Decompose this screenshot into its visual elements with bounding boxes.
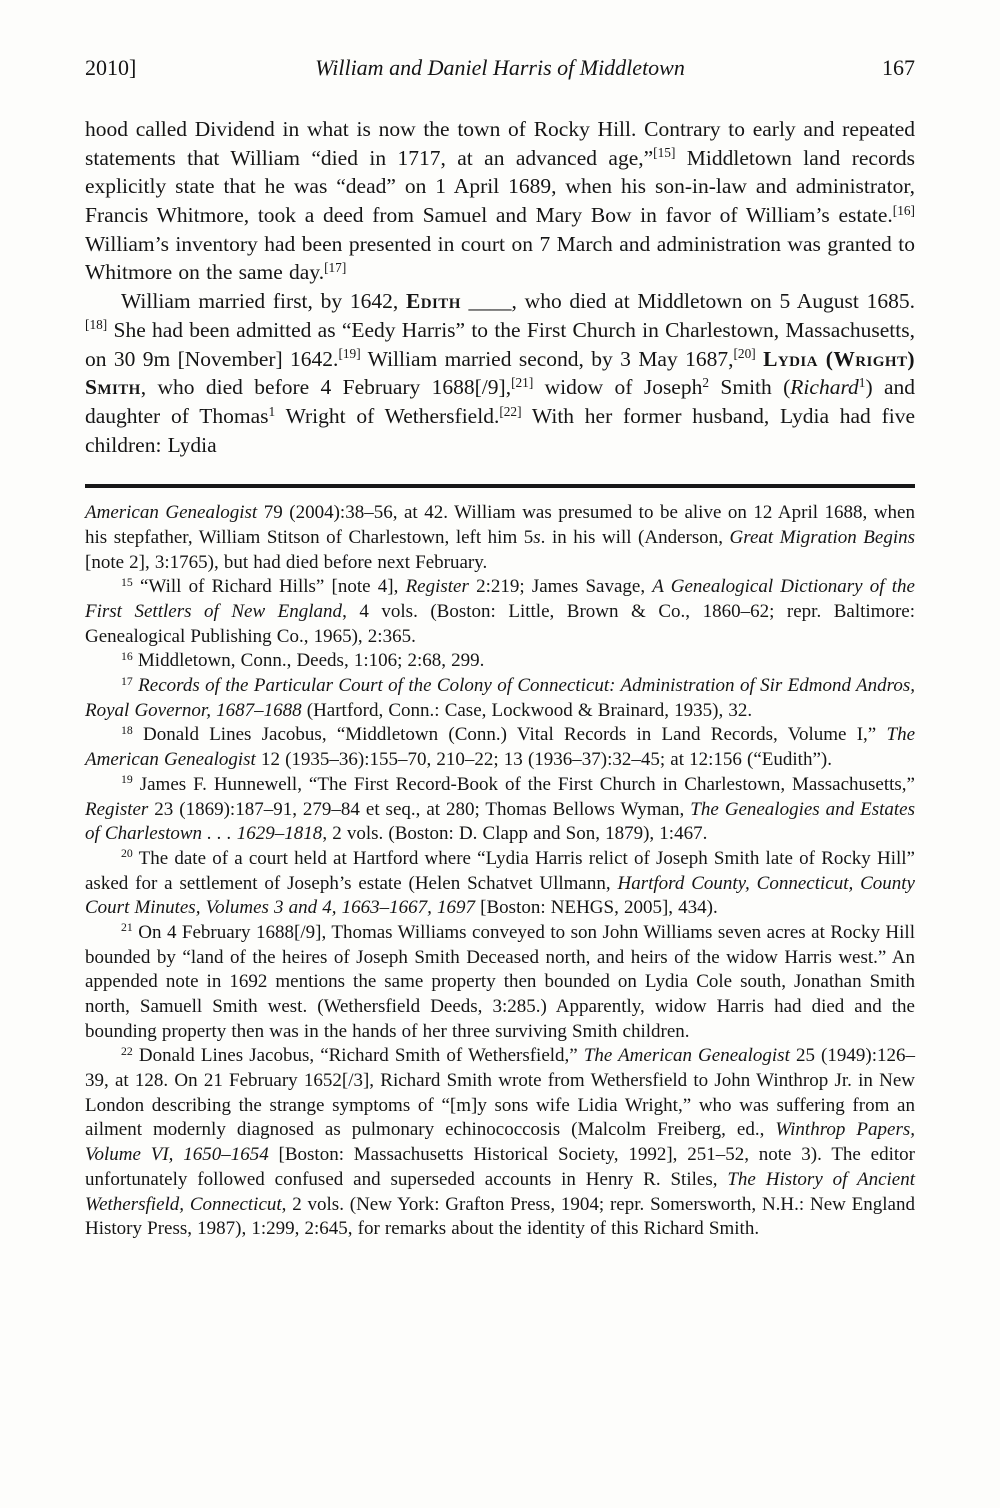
body-paragraph-1: hood called Dividend in what is now the town of Rocky Hill. Contrary to early and repeated statements that William “died in 1717, at an advanced age,”[15] Middletown land records explicitly state that he was “dead” on 1 April 1689, when his son-in-law and administrator, Francis Whitmore, took a deed from Samuel and Mary Bow in favor of William’s estate.[16] William’s inventory had been presented in court on 7 March and administration was granted to Whitmore on the same day.[17] bbox=[85, 117, 915, 285]
footnote-reference: 1 bbox=[858, 374, 866, 390]
footnote-reference: 21 bbox=[121, 921, 133, 935]
body-text bbox=[85, 115, 915, 459]
footnote-reference: [17] bbox=[324, 260, 347, 276]
header-year: 2010] bbox=[85, 55, 137, 80]
page-header bbox=[85, 54, 915, 82]
footnote-separator-rule bbox=[85, 484, 915, 488]
footnote-reference: 16 bbox=[121, 649, 133, 663]
footnote-reference: [16] bbox=[892, 202, 915, 218]
footnote-reference: [18] bbox=[85, 317, 108, 333]
footnote-continuation: American Genealogist 79 (2004):38–56, at 42. William was presumed to be alive on 12 April 1688, when his stepfather, William Stitson of Charlestown, left him 5s. in his will (Anderson, Great Migration Begins [note 2], 3:1765), but had died before next February. bbox=[85, 502, 915, 573]
body-paragraph-2: William married first, by 1642, Edith ____, who died at Middletown on 5 August 1685.[18] She had been admitted as “Eedy Harris” to the First Church in Charlestown, Massachusetts, on 30 9m [November] 1642.[19] William married second, by 3 May 1687,[20] Lydia (Wright) Smith, who died before 4 February 1688[/9],[21] widow of Joseph$^2$ Smith (Richard$^1$) and daughter of Thomas$^1$ Wright of Wethersfield.[22] With her former husband, Lydia had five children: Lydia bbox=[85, 289, 916, 457]
footnote-22: $^{22}$ Donald Lines Jacobus, “Richard Smith of Wethersfield,” The American Genealogist 25 (1949):126–39, at 128. On 21 February 1652[/3], Richard Smith wrote from Wethersfield to John Winthrop Jr. in New London describing the strange symptoms of “[m]y sons wife Lidia Wright,” who was suffering from an ailment modernly diagnosed as pulmonary echinococcosis (Malcolm Freiberg, ed., Winthrop Papers, Volume VI, 1650–1654 [Boston: Massachusetts Historical Society, 1992], 251–52, note 3). The editor unfortunately followed confused and superseded accounts in Henry R. Stiles, The History of Ancient Wethersfield, Connecticut, 2 vols. (New York: Grafton Press, 1904; repr. Somersworth, N.H.: New England History Press, 1987), 1:299, 2:645, for remarks about the identity of this Richard Smith. bbox=[85, 1044, 916, 1240]
footnote-20: $^{20}$ The date of a court held at Hartford where “Lydia Harris relict of Joseph Smith late of Rocky Hill” asked for a settlement of Joseph’s estate (Helen Schatvet Ullmann, Hartford County, Connecticut, County Court Minutes, Volumes 3 and 4, 1663–1667, 1697 [Boston: NEHGS, 2005], 434). bbox=[85, 847, 915, 919]
header-page-number: 167 bbox=[882, 55, 915, 80]
footnote-18: $^{18}$ Donald Lines Jacobus, “Middletown (Conn.) Vital Records in Land Records, Volume I,” The American Genealogist 12 (1935–36):155–70, 210–22; 13 (1936–37):32–45; at 12:156 (“Eudith”). bbox=[85, 723, 915, 771]
footnote-reference: 1 bbox=[268, 403, 276, 419]
footnote-17: $^{17}$ Records of the Particular Court of the Colony of Connecticut: Administration of Sir Edmond Andros, Royal Governor, 1687–1688 (Hartford, Conn.: Case, Lockwood & Brainard, 1935), 32. bbox=[85, 674, 915, 721]
footnote-reference: 2 bbox=[702, 374, 710, 390]
footnote-reference: [15] bbox=[653, 145, 676, 161]
footnote-reference: 15 bbox=[121, 575, 133, 589]
footnote-reference: 17 bbox=[121, 674, 133, 688]
footnote-reference: 22 bbox=[121, 1044, 133, 1058]
header-title: William and Daniel Harris of Middletown bbox=[315, 55, 685, 80]
footnote-reference: 18 bbox=[121, 723, 133, 737]
footnote-reference: [21] bbox=[511, 374, 534, 390]
footnote-19: $^{19}$ James F. Hunnewell, “The First Record-Book of the First Church in Charlestown, Massachusetts,” Register 23 (1869):187–91, 279–84 et seq., at 280; Thomas Bellows Wyman, The Genealogies and Estates of Charlestown . . . 1629–1818, 2 vols. (Boston: D. Clapp and Son, 1879), 1:467. bbox=[85, 773, 916, 845]
footnote-reference: 20 bbox=[121, 847, 133, 861]
footnote-21: $^{21}$ On 4 February 1688[/9], Thomas Williams conveyed to son John Williams seven acres at Rocky Hill bounded by “land of the heires of Joseph Smith Deceased north, and heirs of the widow Harris west.” An appended note in 1692 mentions the same property then bounded on Lydia Cole south, Jonathan Smith north, Samuell Smith west. (Wethersfield Deeds, 3:285.) Apparently, widow Harris had died and the bounding property then was in the hands of her three surviving Smith children. bbox=[85, 921, 915, 1042]
footnote-reference: [19] bbox=[338, 346, 361, 362]
footnote-16: $^{16}$ Middletown, Conn., Deeds, 1:106; 2:68, 299. bbox=[121, 649, 485, 672]
footnote-15: $^{15}$ “Will of Richard Hills” [note 4], Register 2:219; James Savage, A Genealogical Dictionary of the First Settlers of New England, 4 vols. (Boston: Little, Brown & Co., 1860–62; repr. Baltimore: Genealogical Publishing Co., 1965), 2:365. bbox=[85, 575, 915, 647]
footnote-reference: 19 bbox=[121, 773, 133, 787]
footnote-reference: [22] bbox=[499, 403, 522, 419]
footnote-reference: [20] bbox=[733, 346, 756, 362]
footnotes-section bbox=[85, 501, 915, 1242]
